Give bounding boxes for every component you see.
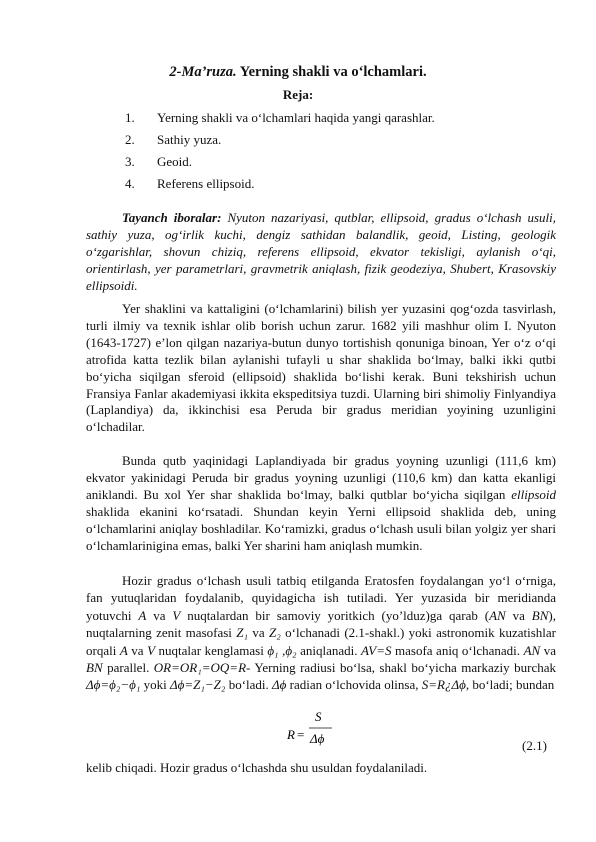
math-expression: Δϕ [272,677,287,693]
plan-item-text: Geoid. [157,154,193,169]
paragraph-3-text: o‘lchanadi (2.1-shakl.) yoki astronomik kuzatishlar orqali [86,625,556,658]
plan-item [125,107,435,129]
math-expression: Z₁ [236,625,249,641]
paragraph-3-text: radian o‘lchovida olinsa, [286,677,422,693]
math-expression: Δϕ=Z₁−Z₂ [170,677,226,693]
formula-lhs: R [287,727,295,742]
page-title [0,64,596,81]
keywords-label: Tayanch iboralar: [122,210,222,225]
plan-item-number: 1. [125,110,135,125]
math-expression: BN [531,607,549,623]
paragraph-2-text-b: shaklida ekanini ko‘rsatadi. Shundan keyin Yerni ellipsoid shaklida deb, uning o‘lchamlarini aniqlay boshladilar. Ko‘ramizki, gradus o‘lchash usuli bilan yolgiz yer shari o‘lchamlarinigina emas, balki Yer sharini ham aniqlash mumkin. [86,503,556,553]
math-expression: OR=OR₁=OQ=R- [153,660,251,676]
equation-number: (2.1) [522,738,547,753]
plan-heading: Reja: [282,87,314,102]
closing-line: kelib chiqadi. Hozir gradus o‘lchashda shu usuldan foydalaniladi. [86,760,428,775]
math-expression: BN [86,660,103,676]
paragraph-2 [86,453,556,554]
math-expression: AV=S [360,642,392,658]
paragraph-3-text: masofa aniq o‘lchanadi. [391,642,524,658]
plan-item [125,151,435,173]
paragraph-3-text: yoki [140,677,171,693]
plan-item-number: 2. [125,132,135,147]
formula-equals: = [297,727,305,742]
paragraph-3-text: parallel. [102,660,154,676]
formula-2-1 [0,690,596,750]
paragraph-2-text-a: Bunda qutb yaqinidagi Laplandiyada bir gradus yoyning uzunligi (111,6 km) ekvator yakinidagi Peruda bir gradus yoyning uzunligi (110,6 km) dan katta ekanligi aniklandi. Bu xol Yer shar shaklida bo‘lmay, balki qutblar bo‘yicha siqilgan [86,453,556,502]
plan-item-number: 3. [125,154,135,169]
math-expression: ϕ₁ ,ϕ₂ [267,642,297,658]
math-expression: A [119,642,128,658]
paragraph-3-text: , bo‘ladi; bundan [465,677,555,693]
paragraph-3-text: va [127,642,148,658]
math-expression: Δϕ=ϕ₂−ϕ₁ [86,677,141,693]
formula-denominator: Δϕ [310,731,325,746]
paragraph-3-text: aniqlanadi. [296,642,361,658]
keywords-text: Nyuton nazariyasi, qutblar, ellipsoid, gradus o‘lchash usuli, sathiy yuza, og‘irlik kuchi, dengiz sathidan balandlik, geoid, Listing, geologik o‘zgarishlar, shovun chiziq, referens ellipsoid, ekvator tekisligi, aylanish o‘qi, orientirlash, yer parametrlari, gravmetrik aniqlash, fizik geodeziya, Shubert, Krasovskiy ellipsoidi. [86,210,557,293]
paragraph-3-text: va [146,607,173,623]
paragraph-3 [86,572,556,694]
plan-item [125,129,435,151]
paragraph-3-text: va [505,607,532,623]
lecture-label: 2-Ma’ruza. [169,64,237,80]
lecture-title: Yerning shakli va o‘lchamlari. [236,64,427,80]
paragraph-3-text: va [248,625,270,641]
paragraph-3-text: ), nuqtalarning zenit masofasi [86,607,556,641]
math-expression: Z₂ [269,625,281,641]
plan-item-text: Sathiy yuza. [157,132,222,147]
paragraph-3-text: bo‘ladi. [225,677,273,693]
paragraph-2-term: ellipsoid [511,486,556,502]
plan-item-text: Referens ellipsoid. [157,176,255,191]
paragraph-3-text: Yerning radiusi bo‘lsa, shakl bo‘yicha markaziy burchak [250,660,556,676]
plan-item [125,173,435,195]
keywords-paragraph [86,210,556,295]
paragraph-3-text: va [540,642,556,658]
math-expression: AN [523,642,541,658]
paragraph-3-text: Hozir gradus o‘lchash usuli tatbiq etilganda Eratosfen foydalangan yo‘l o‘rniga, fan yutuqlaridan foydalanib, quyidagicha ish tutiladi. Yer yuzasida bir meridianda yotuvchi [86,573,556,623]
plan-item-text: Yerning shakli va o‘lchamlari haqida yangi qarashlar. [157,110,435,125]
paragraph-3-text: nuqtalardan bir samoviy yoritkich (yo’lduz)ga qarab ( [180,607,490,623]
math-expression: A [138,607,147,623]
paragraph-3-text: nuqtalar kenglamasi [155,642,268,658]
math-expression: V [172,607,181,623]
formula-numerator: S [315,709,322,724]
plan-item-number: 4. [125,176,135,191]
plan-list [125,107,435,195]
paragraph-1: Yer shaklini va kattaligini (o‘lchamlarini) bilish yer yuzasini qog‘ozda tasvirlash, turli ilmiy va texnik ishlar olib borish uchun zarur. 1682 yili mashhur olim I. Nyuton (1643-1727) e’lon qilgan nazariya-butun dunyo tortishish qonuniga binoan, Yer o‘z o‘qi atrofida katta tezlik bilan aylanishi tufayli u shar shaklida bo‘lmay, balki ikki qutbi bo‘yicha siqilgan sferoid (ellipsoid) shaklida bo‘lishi kerak. Buni tekshirish uchun Fransiya Fanlar akademiyasi ikkita ekspeditsiya tuzdi. Ularning biri shimoliy Finlyandiya (Laplandiya) da, ikkinchisi esa Peruda bir gradus meridian yoyining uzunligini o‘lchadilar. [86,301,556,435]
math-expression: V [147,642,156,658]
math-expression: S=R¿Δϕ [421,677,466,693]
math-expression: AN [489,607,506,623]
